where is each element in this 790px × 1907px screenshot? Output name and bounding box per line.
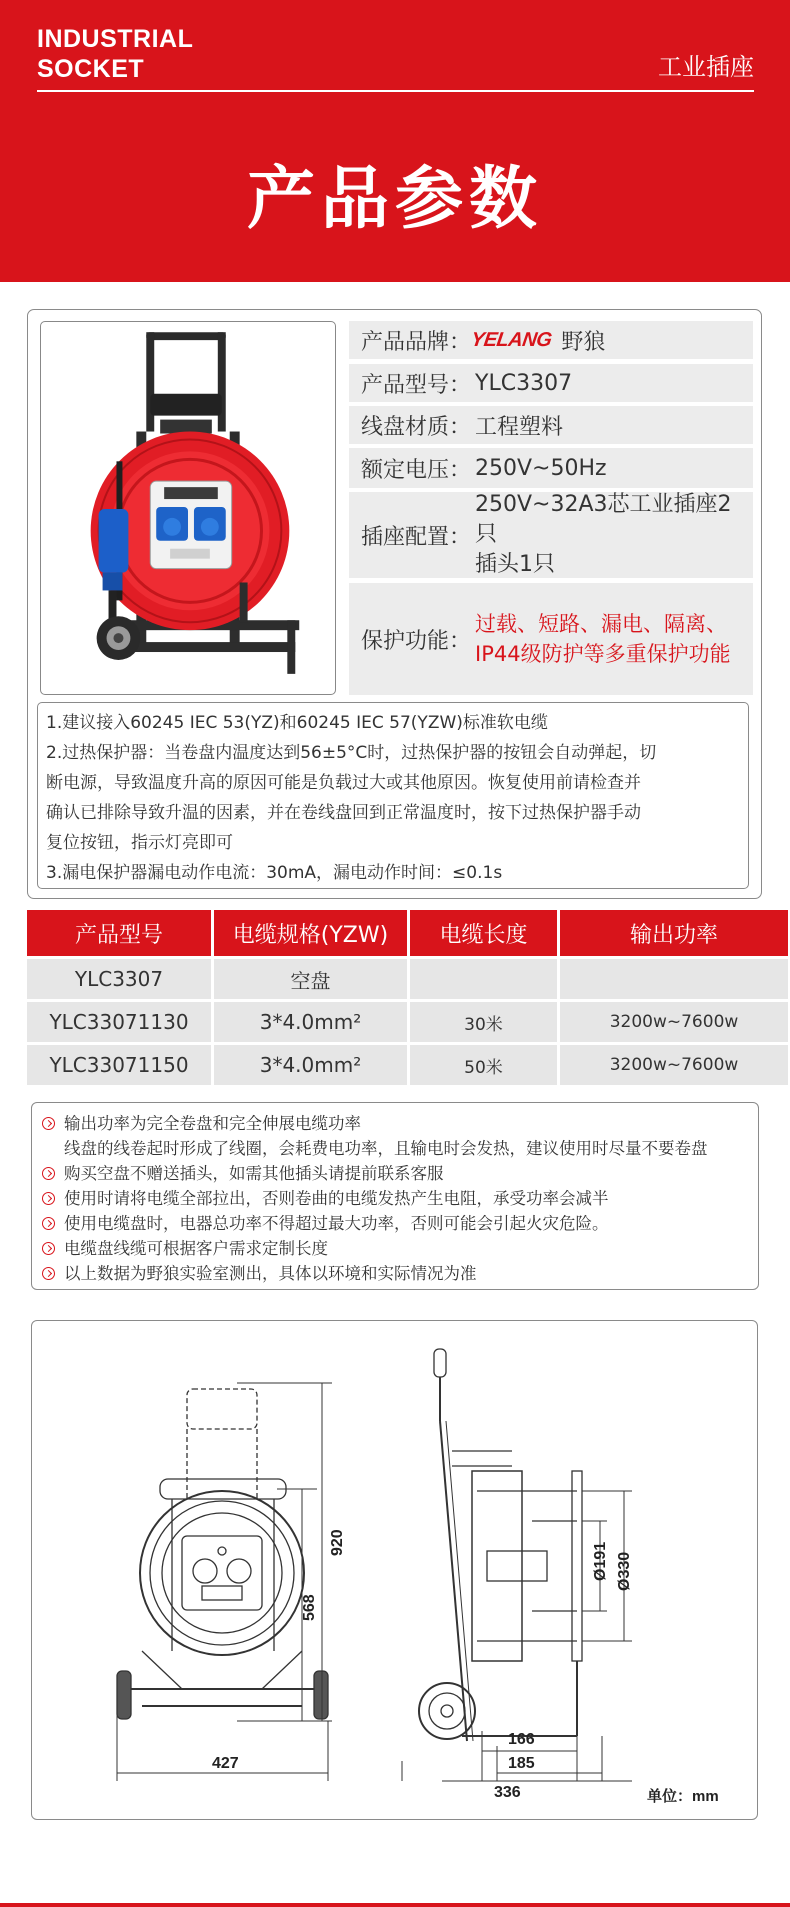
side-view-drawing [419,1349,582,1741]
table-cell: YLC3307 [27,959,211,999]
dim-166: 166 [508,1731,535,1748]
spec-row-material [349,406,753,444]
note-line: 2.过热保护器：当卷盘内温度达到56±5°C时，过热保护器的按钮会自动弹起，切 [46,743,657,763]
table-header-model: 产品型号 [27,910,211,956]
spec-label-protection: 保护功能： [361,628,472,654]
table-cell [410,959,557,999]
spec-value-socket-line1: 250V~32A3芯工业插座2只 [475,492,732,547]
spec-row-protection [349,583,753,695]
check-circle-icon [42,1117,55,1130]
note-line: 断电源，导致温度升高的原因可能是负载过大或其他原因。恢复使用前请检查并 [46,773,641,793]
spec-value-protection-line1: 过载、短路、漏电、隔离、 [475,612,728,636]
dimension-drawing [31,1320,758,1820]
table-cell: YLC33071130 [27,1002,211,1042]
note-line: 复位按钮，指示灯亮即可 [46,833,233,853]
spec-value-socket-config [475,490,753,580]
spec-label-brand: 产品品牌： [361,329,472,355]
unit-label: 单位：mm [647,1788,719,1805]
check-circle-icon [42,1167,55,1180]
table-cell: 3*4.0mm² [214,1002,407,1042]
english-title-line2: SOCKET [37,55,145,83]
dim-920: 920 [329,1529,346,1556]
dim-427: 427 [212,1755,239,1772]
note-line: 3.漏电保护器漏电动作电流：30mA，漏电动作时间：≤0.1s [46,863,503,883]
spec-label-voltage: 额定电压： [361,457,472,483]
info-item: 使用电缆盘时，电器总功率不得超过最大功率，否则可能会引起火灾危险。 [42,1211,758,1236]
spec-value-protection [475,609,731,669]
product-photo [40,321,336,695]
info-item-continuation: 线盘的线卷起时形成了线圈，会耗费电功率，且输电时会发热，建议使用时尽量不要卷盘 [64,1139,708,1158]
dim-185: 185 [508,1755,535,1772]
table-header-cable: 电缆规格(YZW) [214,910,407,956]
check-circle-icon [42,1242,55,1255]
spec-row-model [349,364,753,402]
brand-logo: YELANG [469,328,553,351]
spec-label-model: 产品型号： [361,372,472,398]
spec-row-brand [349,321,753,359]
dim-336: 336 [494,1784,521,1801]
info-item: 使用时请将电缆全部拉出，否则卷曲的电缆发热产生电阻，承受功率会减半 [42,1186,758,1211]
spec-value-model: YLC3307 [475,370,573,396]
spec-label-socket-config: 插座配置： [361,524,472,550]
spec-row-socket-config [349,492,753,578]
header-divider [37,90,754,92]
info-item: 输出功率为完全卷盘和完全伸展电缆功率 [42,1111,758,1136]
spec-row-voltage [349,448,753,488]
table-cell: 30米 [410,1002,557,1042]
table-cell: 3200w~7600w [560,1002,788,1042]
table-header-length: 电缆长度 [410,910,557,956]
table-cell: 3*4.0mm² [214,1045,407,1085]
spec-value-brand: 野狼 [561,329,606,355]
spec-value-protection-line2: IP44级防护等多重保护功能 [475,642,731,666]
category-label: 工业插座 [658,53,754,81]
bottom-divider [0,1903,790,1907]
info-item: 以上数据为野狼实验室测出，具体以环境和实际情况为准 [42,1261,758,1286]
table-cell: 3200w~7600w [560,1045,788,1085]
table-cell: 50米 [410,1045,557,1085]
spec-value-socket-line2: 插头1只 [475,552,556,577]
dim-330: Ø330 [616,1551,633,1591]
dim-191: Ø191 [592,1541,609,1581]
spec-value-material: 工程塑料 [475,414,564,440]
check-circle-icon [42,1267,55,1280]
table-cell [560,959,788,999]
table-cell: YLC33071150 [27,1045,211,1085]
hero-banner [0,0,790,282]
info-box [31,1102,759,1290]
table-cell: 空盘 [214,959,407,999]
note-line: 1.建议接入60245 IEC 53(YZ)和60245 IEC 57(YZW)标准软电缆 [46,713,548,733]
check-circle-icon [42,1217,55,1230]
check-circle-icon [42,1192,55,1205]
dim-568: 568 [301,1594,318,1621]
english-title-line1: INDUSTRIAL [37,25,194,53]
page-title: 产品参数 [246,160,543,239]
notes-box [37,702,749,889]
front-view-drawing [117,1389,328,1719]
spec-label-material: 线盘材质： [361,414,472,440]
spec-value-voltage: 250V~50Hz [475,455,607,481]
info-item: 购买空盘不赠送插头，如需其他插头请提前联系客服 [42,1161,758,1186]
note-line: 确认已排除导致升温的因素，并在卷线盘回到正常温度时，按下过热保护器手动 [46,803,641,823]
info-item: 电缆盘线缆可根据客户需求定制长度 [42,1236,758,1261]
table-header-power: 输出功率 [560,910,788,956]
english-title [37,24,193,84]
